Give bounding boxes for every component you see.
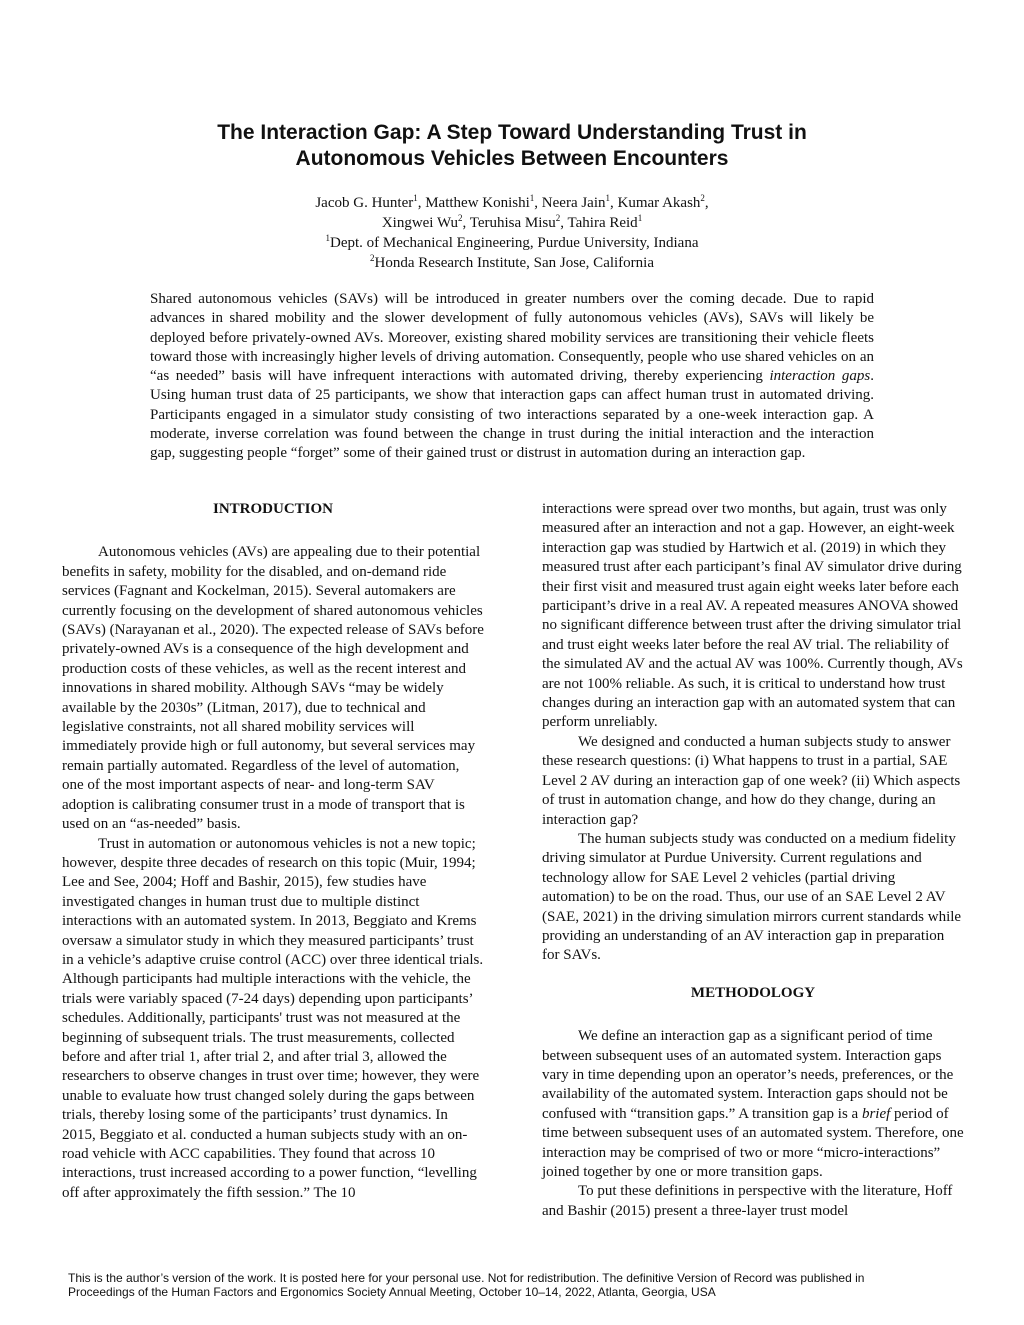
- affiliation-marker: 2: [555, 213, 561, 223]
- abstract: [150, 290, 874, 464]
- spacer: [542, 966, 964, 984]
- author-name: , Kumar Akash: [610, 195, 701, 211]
- affiliation-2: [150, 253, 874, 273]
- spacer: [62, 519, 484, 543]
- right-column: [542, 500, 964, 1221]
- affiliation-marker: 1: [637, 213, 643, 223]
- authors-line-2: [150, 213, 874, 233]
- abstract-text: Shared autonomous vehicles (SAVs) will be introduced in greater numbers over the coming decade. Due to rapid advances in shared mobility and the slower development of fully autonomous vehicles (AVs), SAVs will likely be deployed before privately-owned AVs. Moreover, existing shared mobility services are transitioning their vehicle fleets toward those with increasingly higher levels of driving automation. Consequently, people who use shared vehicles on an “as needed” basis will have infrequent interactions with automated driving, thereby experiencing: [150, 291, 874, 385]
- author-name: , Matthew Konishi: [417, 195, 530, 211]
- affiliation-1: [150, 233, 874, 253]
- methodology-heading: METHODOLOGY: [690, 984, 816, 1001]
- title-line-2: Autonomous Vehicles Between Encounters: [295, 147, 729, 170]
- author-name: , Teruhisa Misu: [462, 215, 556, 231]
- abstract-emphasis: interaction gaps: [769, 368, 871, 385]
- introduction-paragraph-1: Autonomous vehicles (AVs) are appealing due to their potential benefits in safety, mobility for the disabled, and on-demand ride services (Fagnant and Kockelman, 2015). Several automakers are currently focusing on the development of shared autonomous vehicles (SAVs) (Narayanan et al., 2020). The expected release of SAVs before privately-owned AVs is a consequence of the high development and production costs of these vehicles, as well as the recent interest and innovations in shared mobility. Although SAVs “may be widely available by the 2030s” (Litman, 2017), due to technical and legislative constraints, not all shared mobility services will immediately provide high or full autonomy, but several services may remain partially automated. Regardless of the level of automation, one of the most important aspects of near- and long-term SAV adoption is calibrating consumer trust in a mode of transport that is used on an “as-needed” basis.: [62, 544, 484, 833]
- footer-line-1: This is the author’s version of the work. It is posted here for your personal use. Not for redistribution. The definitive Version of Record was published in: [68, 1271, 865, 1285]
- affiliation-marker: 1: [413, 193, 418, 203]
- introduction-paragraph-5: The human subjects study was conducted on a medium fidelity driving simulator at Purdue University. Current regulations and technology allow for SAE Level 2 vehicles (partial driving automation) to be on the road. Thus, our use of an SAE Level 2 AV (SAE, 2021) in the driving simulation mirrors current standards while providing an understanding of an AV interaction gap in preparation for SAVs.: [542, 830, 962, 964]
- author-name: Jacob G. Hunter: [315, 195, 414, 211]
- affiliation-marker: 1: [325, 233, 330, 243]
- methodology-text: We define an interaction gap as a significant period of time between subsequent uses of an automated system. Interaction gaps vary in time depending upon an operator’s needs, preferences, or the availability of the automated system. Interaction gaps should not be confused with “transition gaps.” A transition gap is a: [542, 1028, 954, 1122]
- authors-line-1: Jacob G. Hunter$^1$, Matthew Konishi$^1$, Neera Jain$^1$, Kumar Akash$^2$,: [315, 193, 709, 211]
- introduction-paragraph-2: Trust in automation or autonomous vehicles is not a new topic; however, despite three decades of research on this topic (Muir, 1994; Lee and See, 2004; Hoff and Bashir, 2015), few studies have investigated changes in human trust due to multiple distinct interactions with an automated system. In 2013, Beggiato and Krems oversaw a simulator study in which they measured participants’ trust in a vehicle’s adaptive cruise control (ACC) over three identical trials. Although participants had multiple interactions with the vehicle, the trials were variably spaced (7-24 days) depending upon participants’ schedules. Additionally, participants' trust was not measured at the beginning of subsequent trials. The trust measurements, collected before and after trial 1, after trial 2, and after trial 3, allowed the researchers to observe changes in trust over time; however, they were unable to evaluate how trust changed solely during the gaps between trials, thereby losing some of the participants’ trust dynamics. In 2015, Beggiato et al. conducted a human subjects study with an on-road vehicle with ACC capabilities. They found that across 10 interactions, trust increased according to a power function, “levelling off after approximately the fifth session.” The 10: [62, 835, 484, 1201]
- affiliation-marker: 1: [529, 193, 535, 203]
- affiliation-marker: 2: [369, 253, 375, 263]
- copyright-notice: [68, 1271, 968, 1299]
- footer-line-2: Proceedings of the Human Factors and Ergonomics Society Annual Meeting, October 10–14, 2022, Atlanta, Georgia, USA: [68, 1285, 716, 1299]
- title-line-1: The Interaction Gap: A Step Toward Understanding Trust in: [217, 121, 807, 144]
- paper-title: [110, 120, 914, 172]
- introduction-heading: INTRODUCTION: [212, 501, 333, 517]
- author-name: , Tahira Reid: [560, 215, 638, 231]
- author-block: [150, 193, 874, 273]
- affiliation-text: Honda Research Institute, San Jose, California: [374, 255, 654, 271]
- methodology-paragraph-2: To put these definitions in perspective with the literature, Hoff and Bashir (2015) present a three-layer trust model: [542, 1183, 953, 1219]
- spacer: [542, 1003, 964, 1027]
- author-name: Xingwei Wu: [381, 215, 459, 231]
- affiliation-marker: 2: [700, 193, 705, 203]
- introduction-paragraph-4: We designed and conducted a human subjects study to answer these research questions: (i) What happens to trust in a partial, SAE Level 2 AV during an interaction gap of one week? (ii) Which aspects of trust in automation change, and how do they change, during an interaction gap?: [542, 733, 961, 828]
- author-name: , Neera Jain: [534, 195, 606, 211]
- methodology-paragraph-1: [542, 1027, 964, 1182]
- abstract-text: . Using human trust data of 25 participants, we show that interaction gaps can affect human trust in automated driving. Participants engaged in a simulator study consisting of two interactions separated by a one-week interaction gap. A moderate, inverse correlation was found between the change in trust during the initial interaction and the interaction gap, suggesting people “forget” some of their gained trust or distrust in automation during an interaction gap.: [150, 368, 874, 462]
- affiliation-marker: 2: [458, 213, 463, 223]
- methodology-emphasis: brief: [861, 1105, 891, 1122]
- introduction-paragraph-3: interactions were spread over two months, but again, trust was only measured after an interaction and not a gap. However, an eight-week interaction gap was studied by Hartwich et al. (2019) in which they measured trust after each participant’s final AV simulator drive during their first visit and measured trust again eight weeks later before each participant’s drive in a real AV. A repeated measures ANOVA showed no significant difference between trust after the driving simulator trial and trust eight weeks later before the real AV trial. The reliability of the simulated AV and the actual AV was 100%. Currently though, AVs are not 100% reliable. As such, it is critical to understand how trust changes during an interaction gap with an automated system that can perform unreliably.: [542, 501, 963, 731]
- left-column: [62, 500, 484, 1203]
- affiliation-text: Dept. of Mechanical Engineering, Purdue University, Indiana: [330, 235, 699, 251]
- affiliation-marker: 1: [605, 193, 611, 203]
- methodology-text: period of time between subsequent uses of an automated system. Therefore, one interaction may be comprised of two or more “micro-interactions” joined together by one or more transition gaps.: [542, 1105, 964, 1180]
